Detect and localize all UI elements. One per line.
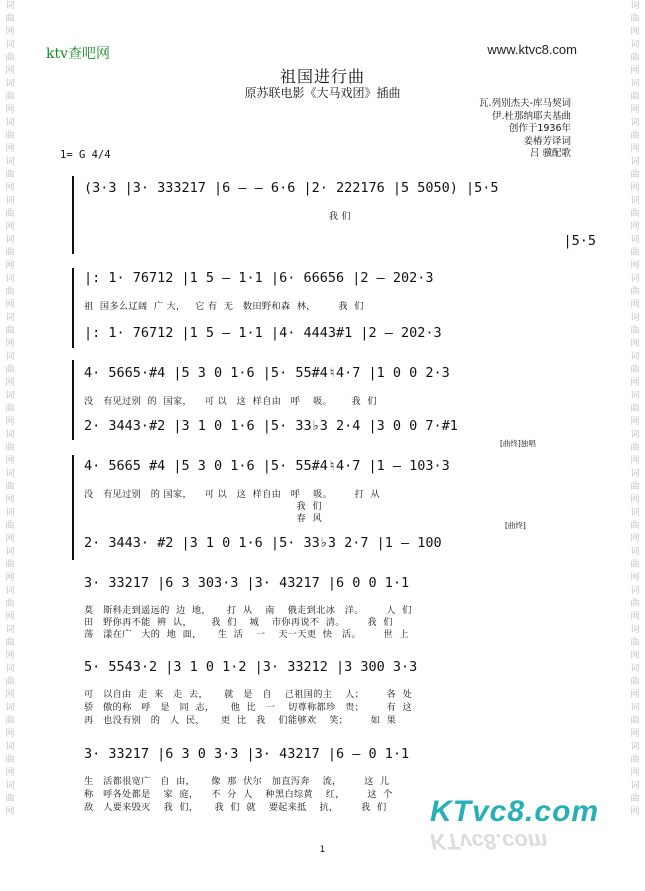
- credit-year: 创作于1936年: [508, 123, 571, 134]
- ktvc8-logo-reflection: KTvc8.com: [430, 829, 548, 854]
- system-brace: [72, 268, 74, 348]
- lyrics-line-11c: 敌 人要来毁灭 我 们， 我 们 就 要起来抵 抗， 我 们: [84, 802, 387, 813]
- page-number: 1: [319, 845, 326, 855]
- score-line-3: |: 1· 76712 |1 5 — 1·1 |6· 66656 |2 — 202·3: [84, 270, 434, 286]
- lyrics-line-9b: 田 野你再不能 辨 认， 我 们 城 市你再说不 清。 我 们: [84, 617, 393, 628]
- credit-composer: 伊.杜那纳耶夫基曲: [491, 110, 571, 122]
- credit-lyricist: 瓦.列别杰夫-库马契词: [479, 98, 571, 109]
- lyrics-line-9a: 莫 斯科走到遥远的 边 地， 打 从 南 俄走到北冰 洋。 人 们: [84, 605, 412, 616]
- score-line-11: 3· 33217 |6 3 0 3·3 |3· 43217 |6 — 0 1·1: [84, 746, 410, 762]
- system-brace: [72, 360, 74, 440]
- lyrics-line-11a: 生 活都很宽广 自 由， 像 那 伏尔 加直泻奔 流， 这 儿: [84, 776, 390, 787]
- lyrics-line-10a: 可 以自由 走 来 走 去， 就 是 自 己祖国的主 人； 各 处: [84, 689, 413, 700]
- site-url[interactable]: www.ktvc8.com: [487, 42, 577, 57]
- lyrics-line-5: 没 有见过别 的 国家， 可 以 这 样自由 呼 吸。 我 们: [84, 396, 377, 407]
- fine-tag: [曲终]: [505, 521, 526, 530]
- song-title: 祖国进行曲: [279, 67, 365, 86]
- score-line-2: |5·5: [84, 233, 597, 249]
- watermark-right: 词曲网词曲网词曲网词曲网词曲网词曲网词曲网词曲网词曲网词曲网词曲网词曲网词曲网词曲网词曲网词曲网词曲网词曲网词曲网词曲网词曲网: [630, 1, 640, 817]
- credit-translator: 姜椿芳译词: [523, 135, 571, 147]
- score-line-4: |: 1· 76712 |1 5 — 1·1 |4· 4443#1 |2 — 202·3: [84, 325, 442, 341]
- score-line-1: (3·3 |3· 333217 |6 — — 6·6 |2· 222176 |5 5050) |5·5: [84, 180, 499, 196]
- score-line-10: 5· 5543·2 |3 1 0 1·2 |3· 33212 |3 300 3·3: [84, 659, 418, 675]
- score-line-7: 4· 5665 #4 |5 3 0 1·6 |5· 55#4♮4·7 |1 — 103·3: [84, 458, 450, 474]
- ktvc8-logo: KTvc8.com: [430, 795, 600, 828]
- fine-solo-tag: [曲终]独唱: [500, 439, 536, 448]
- score-line-5: 4· 5665·#4 |5 3 0 1·6 |5· 55#4♮4·7 |1 0 0 2·3: [84, 365, 450, 381]
- brand-logo-text[interactable]: ktv查吧网: [46, 46, 111, 62]
- song-subtitle: 原苏联电影《大马戏团》插曲: [244, 86, 401, 100]
- lyrics-line-10b: 骄 傲的称 呼 是 同 志， 他 比 一 切尊称都珍 贵； 有 这: [84, 702, 413, 713]
- credit-arranger: 吕 骥配歌: [529, 148, 571, 159]
- credits-block: [411, 98, 571, 161]
- lyrics-line-10c: 再 也没有别 的 人 民， 更 比 我 们能够欢 笑； 如 果: [84, 715, 397, 726]
- score-line-9: 3· 33217 |6 3 303·3 |3· 43217 |6 0 0 1·1: [84, 575, 410, 591]
- lyrics-line-11b: 称 呼各处都是 家 庭， 不 分 人 种黑白综黄 红， 这 个: [84, 789, 393, 800]
- lyrics-line-9c: 荡 漾在广 大的 地 面， 生 活 一 天一天更 快 活。 世 上: [84, 629, 409, 640]
- score-line-8: 2· 3443· #2 |3 1 0 1·6 |5· 33♭3 2·7 |1 — 100: [84, 535, 442, 551]
- system-brace: [72, 176, 74, 254]
- lyrics-line-7b: 我 们: [84, 501, 322, 512]
- score-line-6: 2· 3443·#2 |3 1 0 1·6 |5· 33♭3 2·4 |3 0 0 7·#1: [84, 418, 458, 434]
- key-signature: 1= G 4/4: [60, 149, 111, 161]
- watermark-left: 词曲网词曲网词曲网词曲网词曲网词曲网词曲网词曲网词曲网词曲网词曲网词曲网词曲网词曲网词曲网词曲网词曲网词曲网词曲网词曲网词曲网: [5, 1, 15, 817]
- lyrics-line-3: 祖 国多么辽阔 广 大， 它 有 无 数田野和森 林， 我 们: [84, 301, 364, 312]
- system-brace: [72, 455, 74, 560]
- lyrics-line-7a: 没 有见过别 的 国家， 可 以 这 样自由 呼 吸。 打 从: [84, 489, 381, 500]
- lyrics-line-7c: 春 风: [84, 513, 322, 524]
- lyrics-line-1: 我 们: [84, 211, 351, 222]
